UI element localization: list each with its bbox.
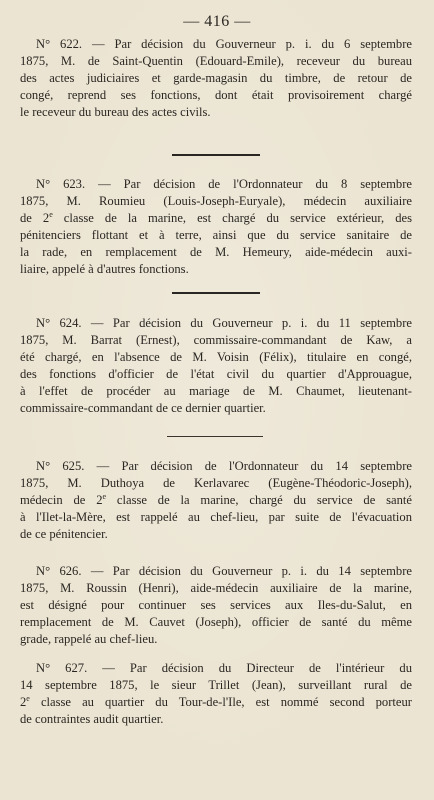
notice-line: N° 625. — Par décision de l'Ordonnateur du 14 septembre (36, 459, 412, 473)
notice-line: des actes judiciaires et garde-magasin du timbre, de retour de (20, 71, 412, 85)
notice-line: N° 622. — Par décision du Gouverneur p. i. du 6 septembre (36, 37, 412, 51)
notice-line: 1875, M. Barrat (Ernest), commissaire-commandant de Kaw, a (20, 333, 412, 347)
notice-line: N° 626. — Par décision du Gouverneur p. i. du 14 septembre (36, 564, 412, 578)
notice-627 (20, 660, 412, 728)
notice-line: à l'Ilet-la-Mère, est rappelé au chef-lieu, par suite de l'évacuation (20, 510, 412, 524)
ordinal-superscript: e (49, 209, 53, 219)
notice-line: remplacement de M. Cauvet (Joseph), officier de santé du même (20, 615, 412, 629)
notice-line: 1875, M. Roussin (Henri), aide-médecin auxiliaire de la marine, (20, 581, 412, 595)
notice-line: 1875, M. Duthoya de Kerlavarec (Eugène-Théodoric-Joseph), (20, 476, 412, 490)
notice-line: 2e classe au quartier du Tour-de-l'Ile, est nommé second porteur (20, 693, 412, 709)
page-number: — 416 — (183, 13, 251, 30)
ordinal-superscript: e (102, 491, 107, 501)
notice-line: 14 septembre 1875, le sieur Trillet (Jean), surveillant rural de (20, 678, 412, 692)
notice-line: liaire, appelé à d'autres fonctions. (20, 262, 189, 276)
notice-line: 1875, M. Roumieu (Louis-Joseph-Euryale), médecin auxiliaire (20, 194, 412, 208)
notice-625 (20, 458, 412, 543)
section-divider (172, 292, 260, 294)
notice-line: le receveur du bureau des actes civils. (20, 105, 211, 119)
notice-line: N° 624. — Par décision du Gouverneur p. i. du 11 septembre (36, 316, 412, 330)
notice-line: congé, reprend ses fonctions, dont était provisoirement chargé (20, 88, 412, 102)
notice-624 (20, 315, 412, 417)
notice-line: N° 627. — Par décision du Directeur de l'intérieur du (36, 661, 412, 675)
notice-line: est désigné pour continuer ses services aux Iles-du-Salut, en (20, 598, 412, 612)
notice-line: la rade, en remplacement de M. Hemeury, aide-médecin auxi- (20, 245, 412, 259)
notice-line: de 2e classe de la marine, est chargé du service extérieur, des (20, 209, 412, 225)
notice-623 (20, 176, 412, 278)
notice-626 (20, 563, 412, 648)
notice-line: de contraintes audit quartier. (20, 712, 164, 726)
notice-622 (20, 36, 412, 121)
notice-line: à l'effet de procéder au mariage de M. Chaumet, lieutenant- (20, 384, 412, 398)
section-divider (167, 436, 263, 437)
notice-line: des fonctions d'officier de l'état civil du quartier d'Approuague, (20, 367, 412, 381)
notice-line: N° 623. — Par décision de l'Ordonnateur du 8 septembre (36, 177, 412, 191)
notice-line: grade, rappelé au chef-lieu. (20, 632, 158, 646)
notice-line: 1875, M. de Saint-Quentin (Edouard-Emile), receveur du bureau (20, 54, 412, 68)
notice-line: été chargé, en l'absence de M. Voisin (Félix), titulaire en congé, (20, 350, 412, 364)
notice-line: de ce pénitencier. (20, 527, 108, 541)
notice-line: médecin de 2e classe de la marine, chargé du service de santé (20, 491, 413, 507)
section-divider (172, 154, 260, 156)
notice-line: pénitenciers flottant et à terre, ainsi que du service sanitaire de (20, 228, 412, 242)
notice-line: commissaire-commandant de ce dernier quartier. (20, 401, 266, 415)
ordinal-superscript: e (26, 693, 30, 703)
